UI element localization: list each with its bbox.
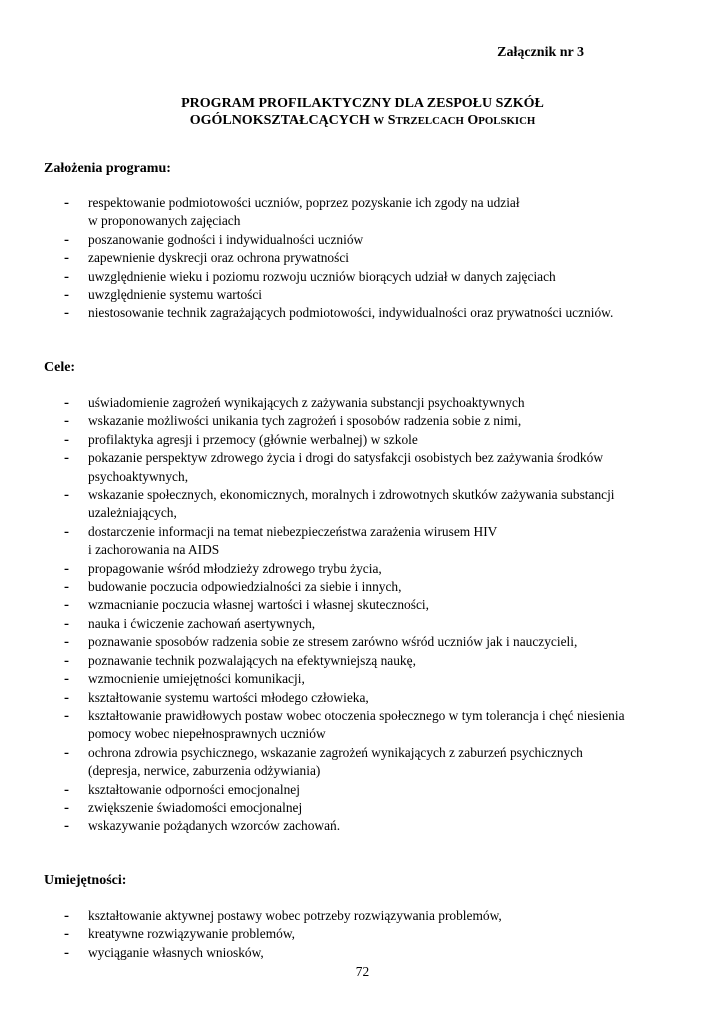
list-item: - kształtowanie odporności emocjonalnej [0,781,725,799]
list-item: - profilaktyka agresji i przemocy (głównie werbalnej) w szkole [0,431,725,449]
assumptions-list [0,194,725,323]
title-s2-rest: POLSKICH [478,115,536,127]
skills-heading: Umiejętności: [44,873,127,888]
title-main: OGÓLNOKSZTAŁCĄCYCH [189,113,370,128]
list-item: - wskazanie społecznych, ekonomicznych, moralnych i zdrowotnych skutków zażywania substancji uzależniających, [0,486,725,523]
list-item: - poznawanie technik pozwalających na efektywniejszą naukę, [0,652,725,670]
list-item: - uwzględnienie systemu wartości [0,286,725,304]
page-number: 72 [355,964,370,979]
title-w: W [373,115,385,127]
list-item: - uwzględnienie wieku i poziomu rozwoju uczniów biorących udział w danych zajęciach [0,268,725,286]
list-item: - poszanowanie godności i indywidualności uczniów [0,231,725,249]
list-item: - respektowanie podmiotowości uczniów, poprzez pozyskanie ich zgody na udział w proponowanych zajęciach [0,194,725,231]
list-item: - wskazanie możliwości unikania tych zagrożeń i sposobów radzenia sobie z nimi, [0,412,725,430]
document-title [0,95,725,130]
assumptions-heading: Założenia programu: [44,161,171,176]
list-item: - uświadomienie zagrożeń wynikających z zażywania substancji psychoaktywnych [0,394,725,412]
list-item: - zapewnienie dyskrecji oraz ochrona prywatności [0,249,725,267]
list-item: - zwiększenie świadomości emocjonalnej [0,799,725,817]
list-item: - kształtowanie aktywnej postawy wobec potrzeby rozwiązywania problemów, [0,907,725,925]
goals-heading: Cele: [44,360,76,375]
list-item: - poznawanie sposobów radzenia sobie ze stresem zarówno wśród uczniów jak i nauczycieli, [0,633,725,651]
list-item: - kształtowanie systemu wartości młodego człowieka, [0,689,725,707]
list-item: - pokazanie perspektyw zdrowego życia i drogi do satysfakcji osobistych bez zażywania środków psychoaktywnych, [0,449,725,486]
list-item: - wzmocnienie umiejętności komunikacji, [0,670,725,688]
list-item: - propagowanie wśród młodzieży zdrowego trybu życia, [0,560,725,578]
list-item: - niestosowanie technik zagrażających podmiotowości, indywidualności oraz prywatności uczniów. [0,304,725,322]
list-item: - ochrona zdrowia psychicznego, wskazanie zagrożeń wynikających z zaburzeń psychicznych (depresja, nerwice, zaburzenia odżywiania) [0,744,725,781]
list-item: - wyciąganie własnych wniosków, [0,944,725,962]
skills-list [0,907,725,962]
list-item: - kształtowanie prawidłowych postaw wobec otoczenia społecznego w tym tolerancja i chęć niesienia pomocy wobec niepełnosprawnych uczniów [0,707,725,744]
list-item: - budowanie poczucia odpowiedzialności za siebie i innych, [0,578,725,596]
title-s1-rest: TRZELCACH [395,115,464,127]
title-s2: O [467,113,479,128]
goals-list [0,394,725,836]
annex-label: Załącznik nr 3 [497,45,584,60]
title-line-2 [0,112,725,130]
list-item: - kreatywne rozwiązywanie problemów, [0,925,725,943]
title-s1: S [387,113,396,128]
list-item: - nauka i ćwiczenie zachowań asertywnych, [0,615,725,633]
title-line-1: PROGRAM PROFILAKTYCZNY DLA ZESPOŁU SZKÓŁ [181,96,544,111]
list-item: - wzmacnianie poczucia własnej wartości i własnej skuteczności, [0,596,725,614]
list-item: - dostarczenie informacji na temat niebezpieczeństwa zarażenia wirusem HIV i zachorowania na AIDS [0,523,725,560]
list-item: - wskazywanie pożądanych wzorców zachowań. [0,817,725,835]
